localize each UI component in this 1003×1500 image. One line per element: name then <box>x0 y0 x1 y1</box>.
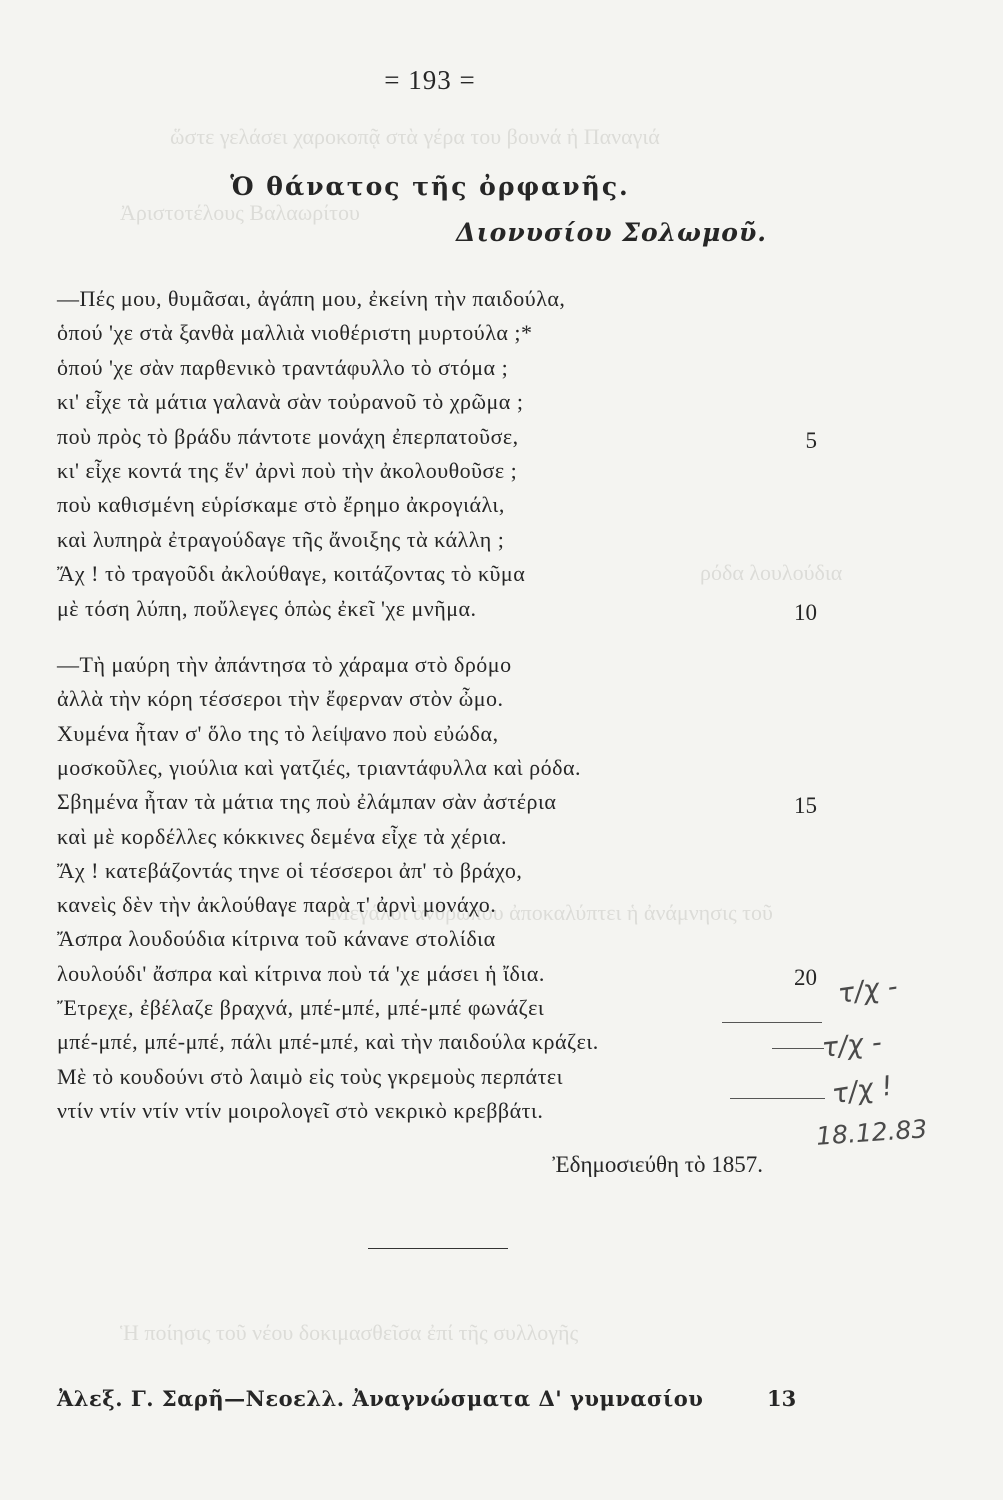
pencil-line <box>730 1098 825 1099</box>
handwritten-date: 18.12.83 <box>815 1114 929 1151</box>
poem-line: Σβημένα ἦταν τὰ μάτια της ποὺ ἐλάμπαν σὰν ἀστέρια <box>57 789 557 815</box>
bleed-through-text: Ἡ ποίησις τοῦ νέου δοκιμασθεῖσα ἐπί τῆς συλλογῆς <box>120 1320 579 1345</box>
end-divider <box>368 1248 508 1249</box>
poem-line: μὲ τόση λύπη, ποὔλεγες ὁπὼς ἐκεῖ 'χε μνῆμα. <box>57 595 477 621</box>
poem-line: Ἄχ ! κατεβάζοντάς τηνε οἱ τέσσεροι ἀπ' τὸ βράχο, <box>57 857 523 883</box>
poem-line: κι' εἶχε κοντά της ἕν' ἀρνὶ ποὺ τὴν ἀκολουθοῦσε ; <box>57 458 518 483</box>
bleed-through-text: ὥστε γελάσει χαροκοπᾷ στὰ γέρα του βουνά ἡ Παναγιά <box>170 124 660 149</box>
poem-line: Ἄσπρα λουδούδια κίτρινα τοῦ κάνανε στολίδια <box>57 926 496 952</box>
poem-line: καὶ λυπηρὰ ἐτραγούδαγε τῆς ἄνοιξης τὰ κάλλη ; <box>57 526 505 552</box>
publication-note: Ἐδημοσιεύθη τὸ 1857. <box>552 1152 763 1177</box>
poem-line: κανεὶς δὲν τὴν ἀκλούθαγε παρὰ τ' ἀρνὶ μονάχο. <box>57 892 497 918</box>
poem-line: μοσκοῦλες, γιούλια καὶ γατζιές, τριαντάφυλλα καὶ ρόδα. <box>57 754 581 780</box>
bleed-through-text: Μεγάλοι ἀνθρώπου ἀποκαλύπτει ἡ ἀνάμνησις τοῦ <box>330 900 773 925</box>
poem-line: Χυμένα ἦταν σ' ὅλο της τὸ λείψανο ποὺ εὐώδα, <box>57 720 499 746</box>
line-number: 5 <box>805 427 817 453</box>
poem-line: ποὺ καθισμένη εὑρίσκαμε στὸ ἔρημο ἀκρογιάλι, <box>57 492 505 518</box>
poem-line: ντίν ντίν ντίν ντίν μοιρολογεῖ στὸ νεκρικὸ κρεββάτι. <box>57 1097 544 1123</box>
poem-line: ὁπού 'χε σὰν παρθενικὸ τραντάφυλλο τὸ στόμα ; <box>57 354 509 380</box>
handwritten-note: τ/χ ! <box>829 1070 895 1111</box>
pencil-line <box>722 1022 822 1023</box>
bleed-through-text: Ἀριστοτέλους Βαλαωρίτου <box>120 200 360 225</box>
poem-line: μπέ-μπέ, μπέ-μπέ, πάλι μπέ-μπέ, καὶ τὴν παιδούλα κράζει. <box>57 1029 599 1055</box>
poem-line: —Πές μου, θυμᾶσαι, ἀγάπη μου, ἐκείνη τὴν παιδούλα, <box>57 286 566 311</box>
bleed-through-text: ρόδα λουλούδια <box>700 560 843 585</box>
poem-line: ὁπού 'χε στὰ ξανθὰ μαλλιὰ νιοθέριστη μυρτούλα ;* <box>57 320 533 346</box>
poem-line: ἀλλὰ τὴν κόρη τέσσεροι τὴν ἔφερναν στὸν ὦμο. <box>57 686 504 712</box>
poem-line: Μὲ τὸ κουδούνι στὸ λαιμὸ εἰς τοὺς γκρεμοὺς περπάτει <box>57 1063 564 1089</box>
footer-book-title: Ἀλεξ. Γ. Σαρῆ—Νεοελλ. Ἀναγνώσματα Δ' γυμνασίου <box>57 1386 704 1411</box>
poem-line: Ἔτρεχε, ἐβέλαζε βραχνά, μπέ-μπέ, μπέ-μπέ φωνάζει <box>57 995 545 1020</box>
poem-line: Ἄχ ! τὸ τραγοῦδι ἀκλούθαγε, κοιτάζοντας τὸ κῦμα <box>57 561 526 587</box>
page-number: = 193 = <box>384 65 476 95</box>
poem-line: κι' εἶχε τὰ μάτια γαλανὰ σὰν τοὐρανοῦ τὸ χρῶμα ; <box>57 389 524 415</box>
poem-author: Διονυσίου Σολωμοῦ. <box>456 218 767 247</box>
handwritten-note: τ/χ - <box>836 970 900 1011</box>
poem-title: Ὁ θάνατος τῆς ὀρφανῆς. <box>230 172 630 201</box>
pencil-line <box>772 1048 824 1049</box>
poem-line: ποὺ πρὸς τὸ βράδυ πάντοτε μονάχη ἐπερπατοῦσε, <box>57 423 519 449</box>
poem-line: —Τὴ μαύρη τὴν ἀπάντησα τὸ χάραμα στὸ δρόμο <box>57 652 512 677</box>
line-number: 10 <box>794 599 817 625</box>
poem-line: καὶ μὲ κορδέλλες κόκκινες δεμένα εἶχε τὰ χέρια. <box>57 823 507 849</box>
poem-line: λουλούδι' ἄσπρα καὶ κίτρινα ποὺ τά 'χε μάσει ἡ ἴδια. <box>57 960 545 986</box>
line-number: 20 <box>794 964 817 990</box>
handwritten-note: τ/χ - <box>820 1026 884 1065</box>
footer-signature-number: 13 <box>767 1386 797 1411</box>
line-number: 15 <box>794 793 817 819</box>
